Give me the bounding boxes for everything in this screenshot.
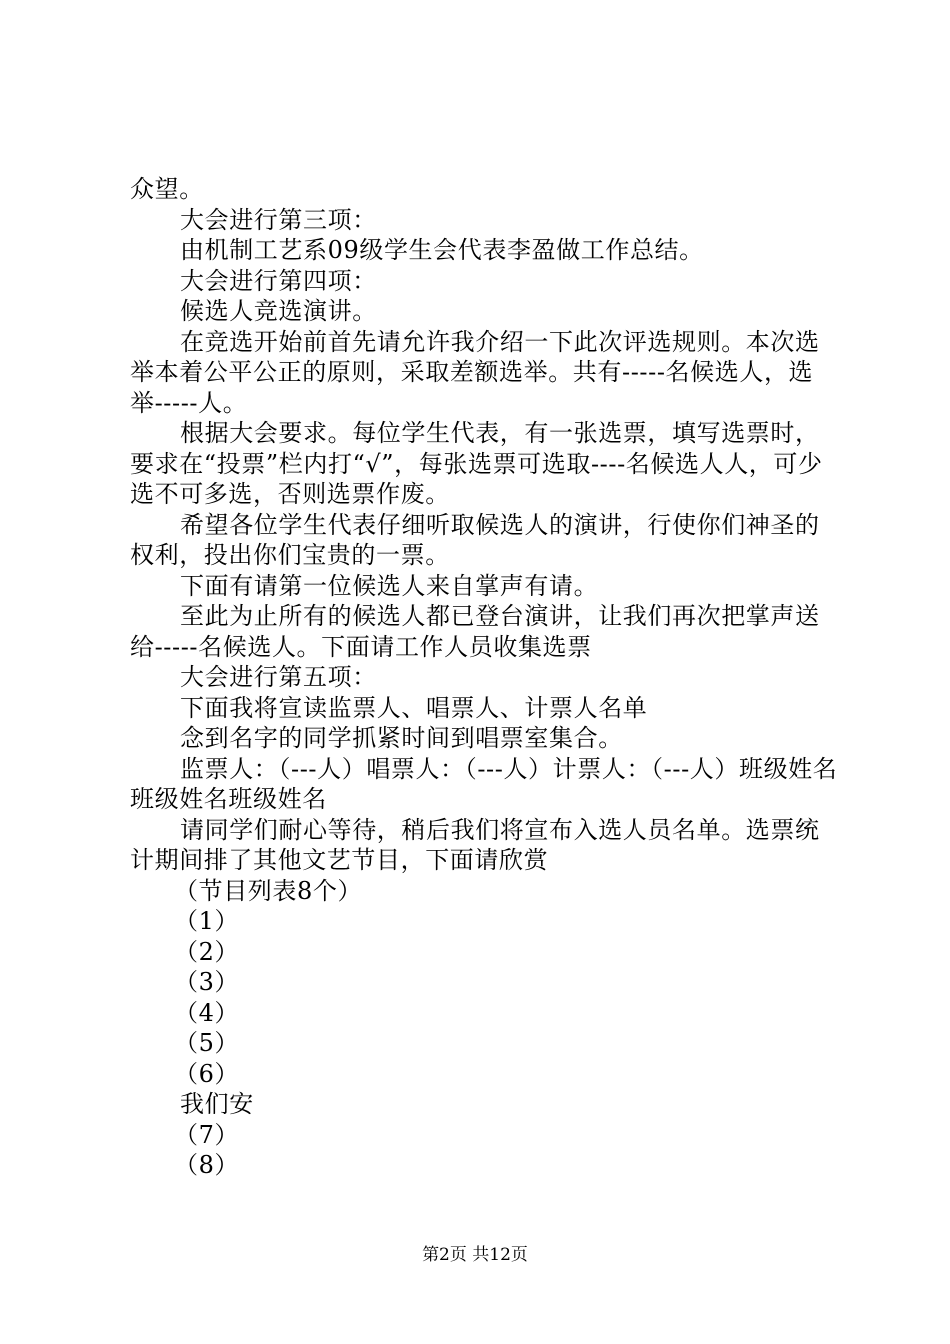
program-list-item: （8） xyxy=(174,1151,240,1179)
paragraph-line: 下面我将宣读监票人、唱票人、计票人名单 xyxy=(180,693,648,722)
program-list-item: （5） xyxy=(174,1029,240,1057)
paragraph-line: 大会进行第四项： xyxy=(180,266,377,295)
program-list-item: （4） xyxy=(174,998,240,1027)
program-list-item: （1） xyxy=(174,907,240,935)
program-list-item: （3） xyxy=(174,968,240,996)
paragraph-line: 由机制工艺系09级学生会代表李盈做工作总结。 xyxy=(180,236,704,264)
program-list-item: （2） xyxy=(174,937,240,966)
program-list-item: （7） xyxy=(174,1120,240,1149)
program-list-heading: （节目列表8个） xyxy=(174,876,363,905)
paragraph-line: 大会进行第三项： xyxy=(180,205,377,234)
paragraph-line: 众望。 xyxy=(130,175,204,203)
paragraph: 监票人：（---人）唱票人：（---人）计票人：（---人）班级姓名班级姓名班级姓名 xyxy=(130,754,838,813)
paragraph-line: 念到名字的同学抓紧时间到唱票室集合。 xyxy=(180,724,623,752)
paragraph: 在竞选开始前首先请允许我介绍一下此次评选规则。本次选举本着公平公正的原则，采取差额选举。共有-----名候选人，选举-----人。 xyxy=(130,327,820,417)
paragraph-line: 下面有请第一位候选人来自掌声有请。 xyxy=(180,571,599,600)
page-number-footer: 第2页 共12页 xyxy=(422,1245,528,1265)
paragraph: 至此为止所有的候选人都已登台演讲，让我们再次把掌声送给-----名候选人。下面请工作人员收集选票 xyxy=(130,602,820,661)
document-body xyxy=(130,174,840,1181)
paragraph: 希望各位学生代表仔细听取候选人的演讲，行使你们神圣的权利，投出你们宝贵的一票。 xyxy=(130,510,820,569)
paragraph-line: 候选人竞选演讲。 xyxy=(180,297,377,325)
paragraph: 根据大会要求。每位学生代表，有一张选票，填写选票时，要求在“投票”栏内打“√”，每张选票可选取----名候选人人，可少选不可多选，否则选票作废。 xyxy=(130,419,823,508)
paragraph-line: 我们安 xyxy=(180,1090,254,1118)
program-list-item: （6） xyxy=(174,1059,240,1088)
paragraph-line: 大会进行第五项： xyxy=(180,663,377,691)
paragraph: 请同学们耐心等待，稍后我们将宣布入选人员名单。选票统计期间排了其他文艺节目，下面请欣赏 xyxy=(130,815,820,874)
